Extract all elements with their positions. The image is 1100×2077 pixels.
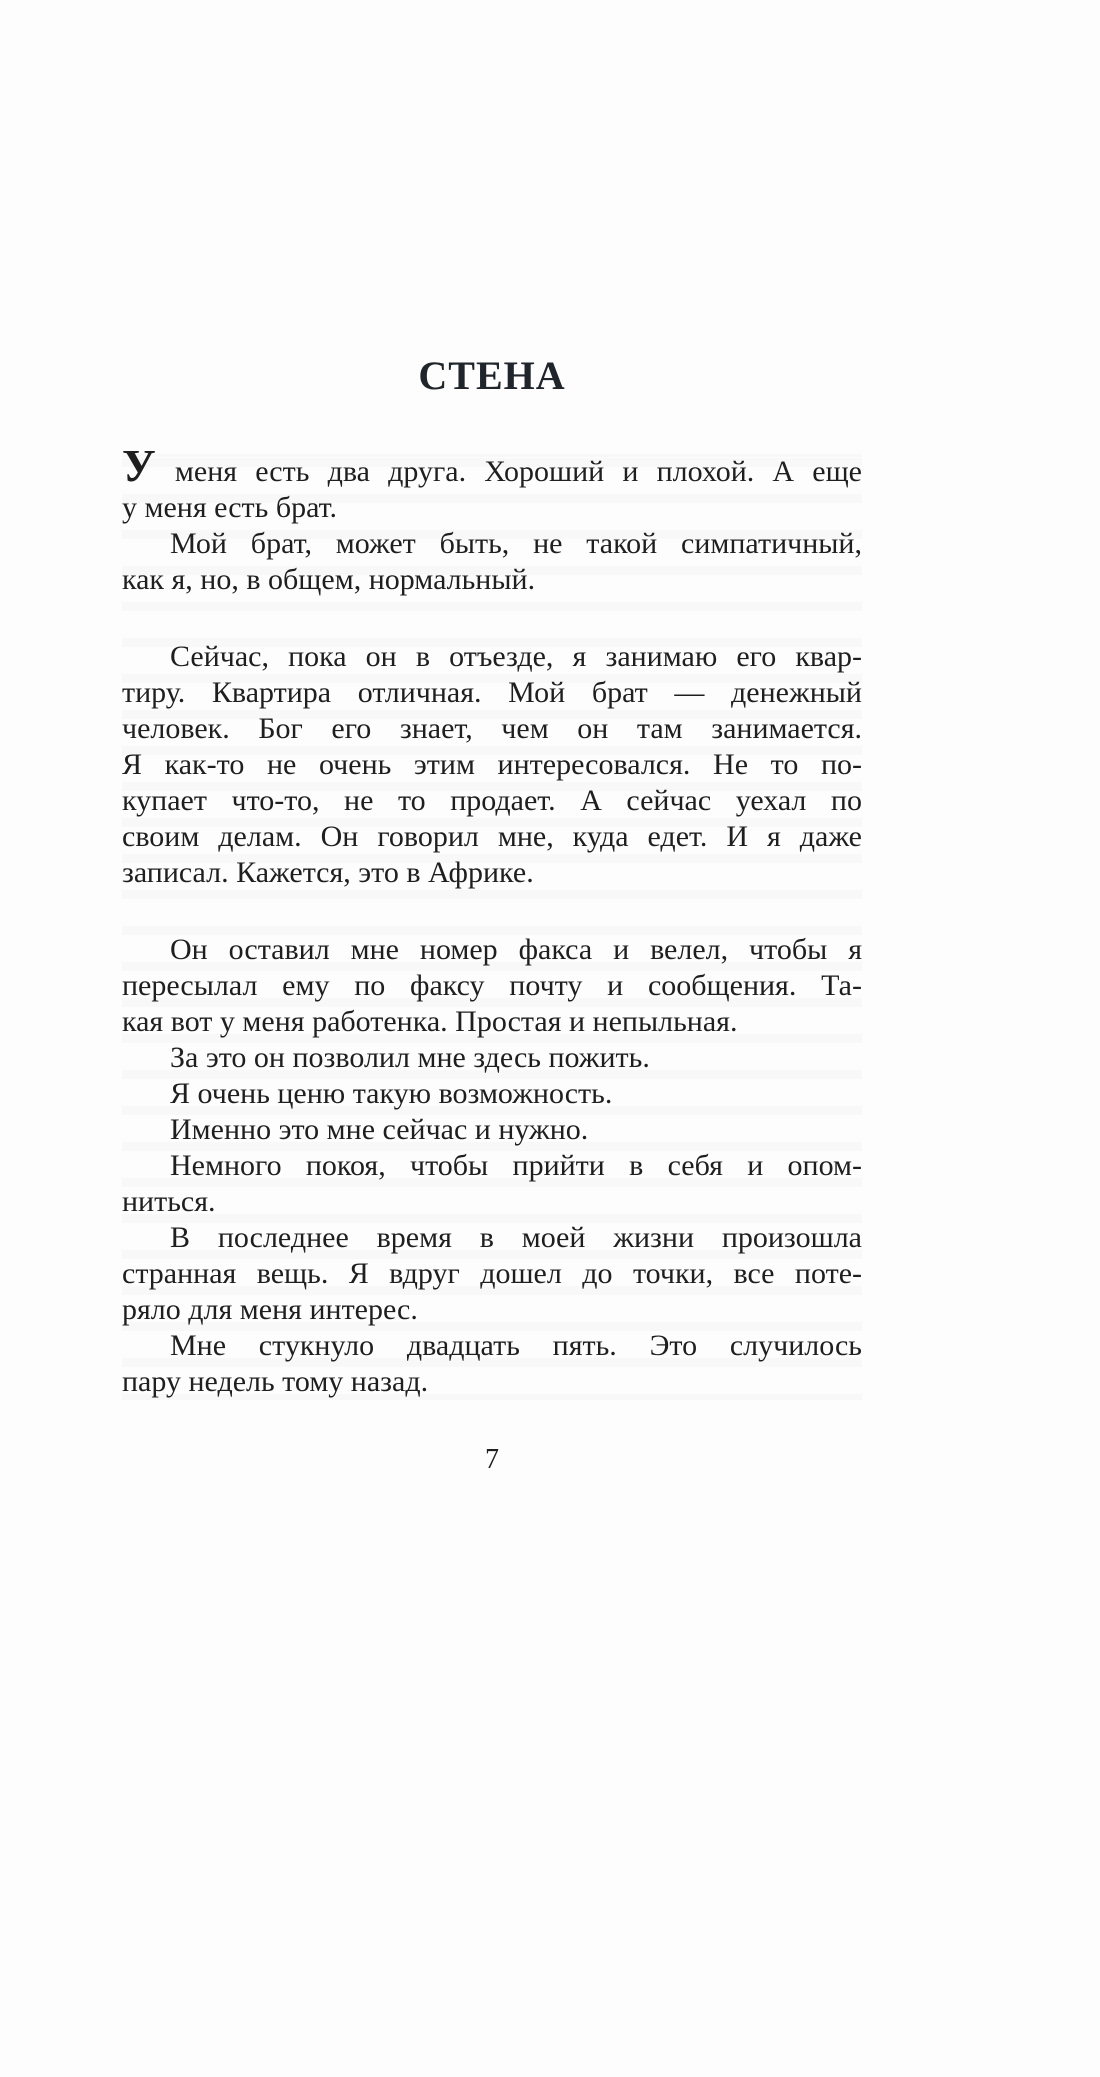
paragraph [122,1076,862,1112]
text-line: Я как-то не очень этим интересовался. Не то по- [122,748,862,781]
text-line: странная вещь. Я вдруг дошел до точки, все поте- [122,1257,862,1290]
text-line: ниться. [122,1185,216,1218]
text-line: У меня есть два друга. Хороший и плохой. А еще [122,440,862,491]
text-line: записал. Кажется, это в Африке. [122,856,534,889]
text-line: За это он позволил мне здесь пожить. [170,1041,650,1074]
text-line: как я, но, в общем, нормальный. [122,563,536,596]
paragraph [122,1040,862,1076]
chapter-title: СТЕНА [418,353,566,398]
page-content [122,353,862,1476]
paragraph [122,639,862,891]
paragraph [122,1328,862,1400]
text-line: Мне стукнуло двадцать пять. Это случилось [170,1329,862,1362]
paragraph [122,1220,862,1328]
text-line: Мой брат, может быть, не такой симпатичный, [170,527,862,560]
text-line: Я очень ценю такую возможность. [170,1077,613,1110]
text-line: Он оставил мне номер факса и велел, чтобы я [170,933,862,966]
text-line: пересылал ему по факсу почту и сообщения. Та- [122,969,862,1002]
paragraph [122,1148,862,1220]
drop-cap-letter: У [122,440,157,491]
text-line: Немного покоя, чтобы прийти в себя и опом- [170,1149,862,1182]
paragraph [122,1112,862,1148]
text-line: купает что-то, не то продает. А сейчас уехал по [122,784,862,817]
text-line: человек. Бог его знает, чем он там занимается. [122,712,862,745]
text-line: ряло для меня интерес. [122,1293,418,1326]
text-line: В последнее время в моей жизни произошла [170,1221,862,1254]
paragraph [122,440,862,526]
text-line: Именно это мне сейчас и нужно. [170,1113,589,1146]
text-line: кая вот у меня работенка. Простая и непыльная. [122,1005,738,1038]
book-page [0,353,1100,2077]
paragraph [122,932,862,1040]
body-text [122,440,862,1400]
text-line: пару недель тому назад. [122,1365,429,1398]
text-line: тиру. Квартира отличная. Мой брат — денежный [122,676,862,709]
text-line: своим делам. Он говорил мне, куда едет. И я даже [122,820,862,853]
paragraph [122,526,862,598]
text-line: у меня есть брат. [122,491,337,524]
page-number: 7 [485,1444,499,1475]
text-line: Сейчас, пока он в отъезде, я занимаю его квар- [170,640,862,673]
